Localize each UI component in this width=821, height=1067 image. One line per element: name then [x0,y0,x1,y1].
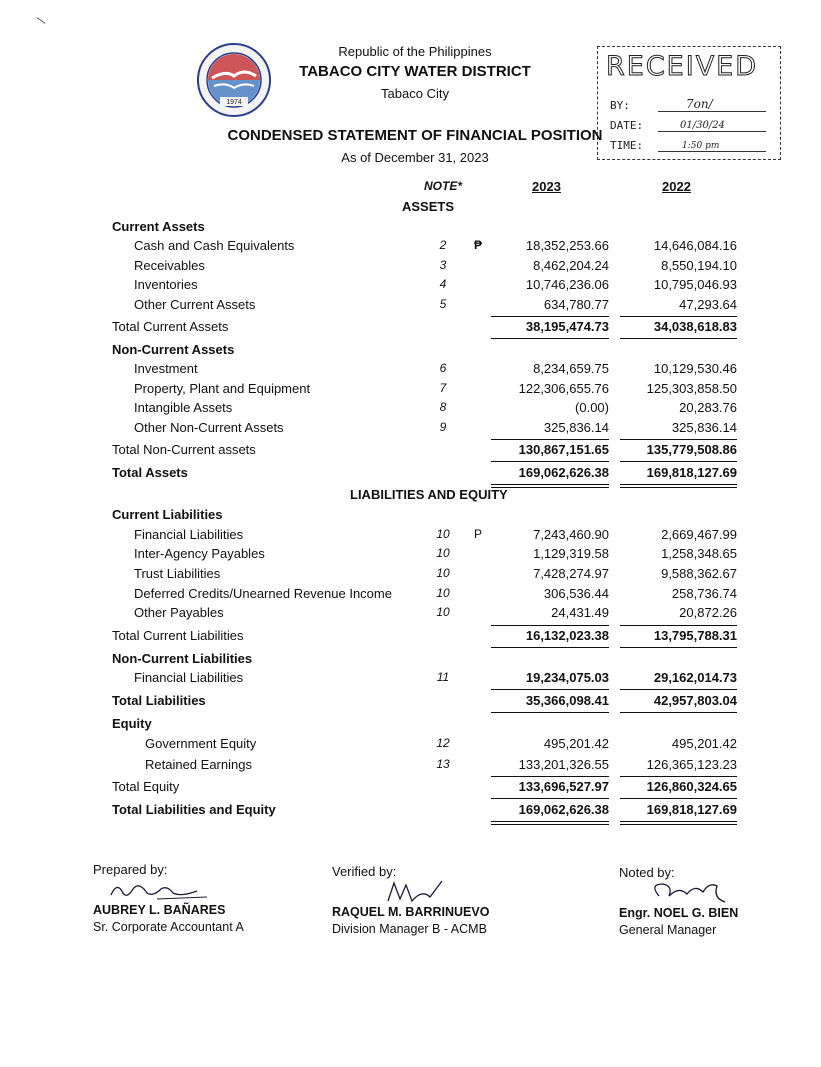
total-line [620,798,737,799]
inventories-row [0,277,821,295]
total-line [491,338,609,339]
current-assets-heading: Current Assets [112,219,205,234]
noted-by-name: Engr. NOEL G. BIEN [619,906,739,920]
assets-section-title: ASSETS [402,199,455,214]
value-2023: 18,352,253.66 [525,238,609,253]
total-liabilities-equity-row [0,802,821,820]
value-2023: 35,366,098.41 [525,693,609,708]
note-column-header: NOTE* [424,179,463,193]
value-2023: 8,462,204.24 [533,258,609,273]
peso-sign: P [473,527,482,541]
other-payables-row [0,605,821,623]
non-current-assets-heading: Non-Current Assets [112,342,235,357]
row-label: Total Current Assets [112,319,229,334]
total-current-liabilities-row [0,628,821,646]
equity-heading-row [0,716,821,734]
subtotal-line [620,316,737,317]
verified-by-block [332,864,552,936]
value-2022: 169,818,127.69 [646,465,737,480]
trust-liabilities-row [0,566,821,584]
value-2022: 1,258,348.65 [661,546,737,561]
value-2022: 126,365,123.23 [646,757,737,772]
value-2023: 634,780.77 [543,297,609,312]
peso-sign: ₱ [473,238,482,252]
row-label: Total Equity [112,779,180,794]
statement-title: CONDENSED STATEMENT OF FINANCIAL POSITION [227,127,603,144]
financial-liabilities-row [0,527,821,545]
value-2022: 169,818,127.69 [646,802,737,817]
value-2022: 325,836.14 [671,420,737,435]
value-2023: 169,062,626.38 [518,465,609,480]
row-label: Other Non-Current Assets [134,420,284,435]
value-2023: 16,132,023.38 [525,628,609,643]
current-assets-heading-row [0,219,821,237]
value-2023: 8,234,659.75 [533,361,609,376]
other-current-assets-row [0,297,821,315]
row-label: Trust Liabilities [134,566,221,581]
current-liabilities-heading-row [0,507,821,525]
year-2022-header: 2022 [662,179,691,194]
value-2023: 38,195,474.73 [525,319,609,334]
row-label: Total Assets [112,465,188,480]
value-2022: 20,872.26 [679,605,737,620]
row-label: Total Liabilities [112,693,206,708]
row-label: Total Current Liabilities [112,628,244,643]
value-2023: 19,234,075.03 [525,670,609,685]
stamp-by-label: BY: [610,99,630,112]
government-equity-row [0,736,821,754]
intangible-assets-row [0,400,821,418]
total-line [491,712,609,713]
total-line [620,689,737,690]
current-liabilities-heading: Current Liabilities [112,507,223,522]
row-label: Other Current Assets [134,297,256,312]
double-underline [491,484,609,485]
verified-signature [382,879,502,905]
double-underline [491,824,609,825]
subtotal-line [491,776,609,777]
investment-row [0,361,821,379]
row-label: Deferred Credits/Unearned Revenue Income [134,586,392,601]
ppe-row [0,381,821,399]
stamp-title: RECEIVED [606,51,759,82]
row-label: Financial Liabilities [134,670,244,685]
row-label: Government Equity [145,736,257,751]
total-line [491,461,609,462]
verified-by-title: Division Manager B - ACMB [332,922,487,936]
non-current-assets-heading-row [0,342,821,360]
non-current-liabilities-heading: Non-Current Liabilities [112,651,253,666]
deferred-credits-row [0,586,821,604]
prepared-by-title: Sr. Corporate Accountant A [93,920,244,934]
as-of-date: As of December 31, 2023 [341,150,489,165]
row-label: Property, Plant and Equipment [134,381,311,396]
double-underline [620,487,737,488]
value-2023: 325,836.14 [543,420,609,435]
value-2022: 47,293.64 [679,297,737,312]
subtotal-line [620,439,737,440]
value-2023: 24,431.49 [551,605,609,620]
stamp-by-value: 7on/ [686,97,713,111]
liabilities-equity-section-title: LIABILITIES AND EQUITY [350,487,508,502]
stamp-time-label: TIME: [610,139,644,152]
total-line [620,338,737,339]
double-underline [620,484,737,485]
value-2022: 14,646,084.16 [653,238,737,253]
row-note: 11 [436,670,450,684]
row-label: Receivables [134,258,205,273]
value-2023: 7,243,460.90 [533,527,609,542]
row-note: 10 [436,546,450,560]
value-2023: 122,306,655.76 [518,381,609,396]
total-equity-row [0,779,821,797]
prepared-signature [107,877,227,903]
row-label: Other Payables [134,605,224,620]
subtotal-line [491,625,609,626]
double-underline [620,824,737,825]
value-2022: 8,550,194.10 [661,258,737,273]
stamp-date-line [658,131,766,132]
value-2022: 126,860,324.65 [646,779,737,794]
value-2022: 20,283.76 [679,400,737,415]
subtotal-line [491,439,609,440]
svg-text:1974: 1974 [226,99,242,106]
org-name: TABACO CITY WATER DISTRICT [299,63,531,80]
value-2022: 135,779,508.86 [646,442,737,457]
value-2023: 1,129,319.58 [533,546,609,561]
row-note: 5 [439,297,447,311]
total-line [620,647,737,648]
value-2022: 29,162,014.73 [653,670,737,685]
row-note: 6 [439,361,447,375]
row-label: Intangible Assets [134,400,233,415]
value-2022: 13,795,788.31 [653,628,737,643]
subtotal-line [620,776,737,777]
row-label: Total Non-Current assets [112,442,256,457]
receivables-row [0,258,821,276]
double-underline [620,821,737,822]
value-2023: 306,536.44 [543,586,609,601]
row-note: 10 [436,586,450,600]
republic-line: Republic of the Philippines [338,44,492,59]
value-2023: 7,428,274.97 [533,566,609,581]
row-label: Retained Earnings [145,757,252,772]
year-2023-header: 2023 [532,179,561,194]
other-non-current-assets-row [0,420,821,438]
stamp-by-line [658,111,766,112]
row-note: 8 [439,400,447,414]
value-2023: 133,201,326.55 [518,757,609,772]
non-current-liabilities-heading-row [0,651,821,669]
value-2023: 10,746,236.06 [525,277,609,292]
row-note: 7 [439,381,447,395]
value-2023: (0.00) [575,400,609,415]
total-assets-row [0,465,821,483]
stamp-date-value: 01/30/24 [680,120,725,131]
value-2022: 125,303,858.50 [646,381,737,396]
nc-financial-liabilities-row [0,670,821,688]
row-note: 10 [436,566,450,580]
total-non-current-assets-row [0,442,821,460]
row-note: 10 [436,605,450,619]
value-2022: 2,669,467.99 [661,527,737,542]
row-label: Inventories [134,277,198,292]
prepared-by-label: Prepared by: [93,862,168,877]
value-2022: 10,795,046.93 [653,277,737,292]
value-2022: 495,201.42 [671,736,737,751]
row-note: 3 [439,258,447,272]
noted-by-block [619,865,809,937]
row-note: 12 [436,736,450,750]
row-note: 9 [439,420,447,434]
total-line [491,689,609,690]
subtotal-line [620,625,737,626]
total-line [620,461,737,462]
subtotal-line [491,316,609,317]
row-label: Cash and Cash Equivalents [134,238,295,253]
prepared-by-name: AUBREY L. BAÑARES [93,903,226,917]
total-current-assets-row [0,319,821,337]
inter-agency-payables-row [0,546,821,564]
row-note: 4 [439,277,447,291]
verified-by-label: Verified by: [332,864,397,879]
value-2022: 258,736.74 [671,586,737,601]
value-2023: 169,062,626.38 [518,802,609,817]
row-note: 2 [439,238,447,252]
row-label: Financial Liabilities [134,527,244,542]
stamp-date-label: DATE: [610,119,644,132]
row-label: Total Liabilities and Equity [112,802,276,817]
double-underline [491,821,609,822]
row-label: Inter-Agency Payables [134,546,265,561]
noted-signature [639,880,759,906]
stamp-time-value: 1:50 pm [682,141,720,151]
cash-row [0,238,821,256]
verified-by-name: RAQUEL M. BARRINUEVO [332,905,490,919]
value-2023: 133,696,527.97 [518,779,609,794]
equity-heading: Equity [112,716,152,731]
row-note: 13 [436,757,450,771]
total-line [620,712,737,713]
value-2022: 9,588,362.67 [661,566,737,581]
value-2023: 130,867,151.65 [518,442,609,457]
row-label: Investment [134,361,198,376]
noted-by-title: General Manager [619,923,717,937]
row-note: 10 [436,527,450,541]
value-2022: 10,129,530.46 [653,361,737,376]
city-line: Tabaco City [381,86,449,101]
prepared-by-block [93,862,293,934]
water-district-seal [196,42,272,118]
value-2022: 42,957,803.04 [653,693,737,708]
stamp-time-line [658,151,766,152]
total-liabilities-row [0,693,821,711]
stray-mark [37,17,46,24]
noted-by-label: Noted by: [619,865,675,880]
double-underline [491,487,609,488]
received-stamp [597,46,781,160]
total-line [491,798,609,799]
total-line [491,647,609,648]
retained-earnings-row [0,757,821,775]
value-2023: 495,201.42 [543,736,609,751]
value-2022: 34,038,618.83 [653,319,737,334]
